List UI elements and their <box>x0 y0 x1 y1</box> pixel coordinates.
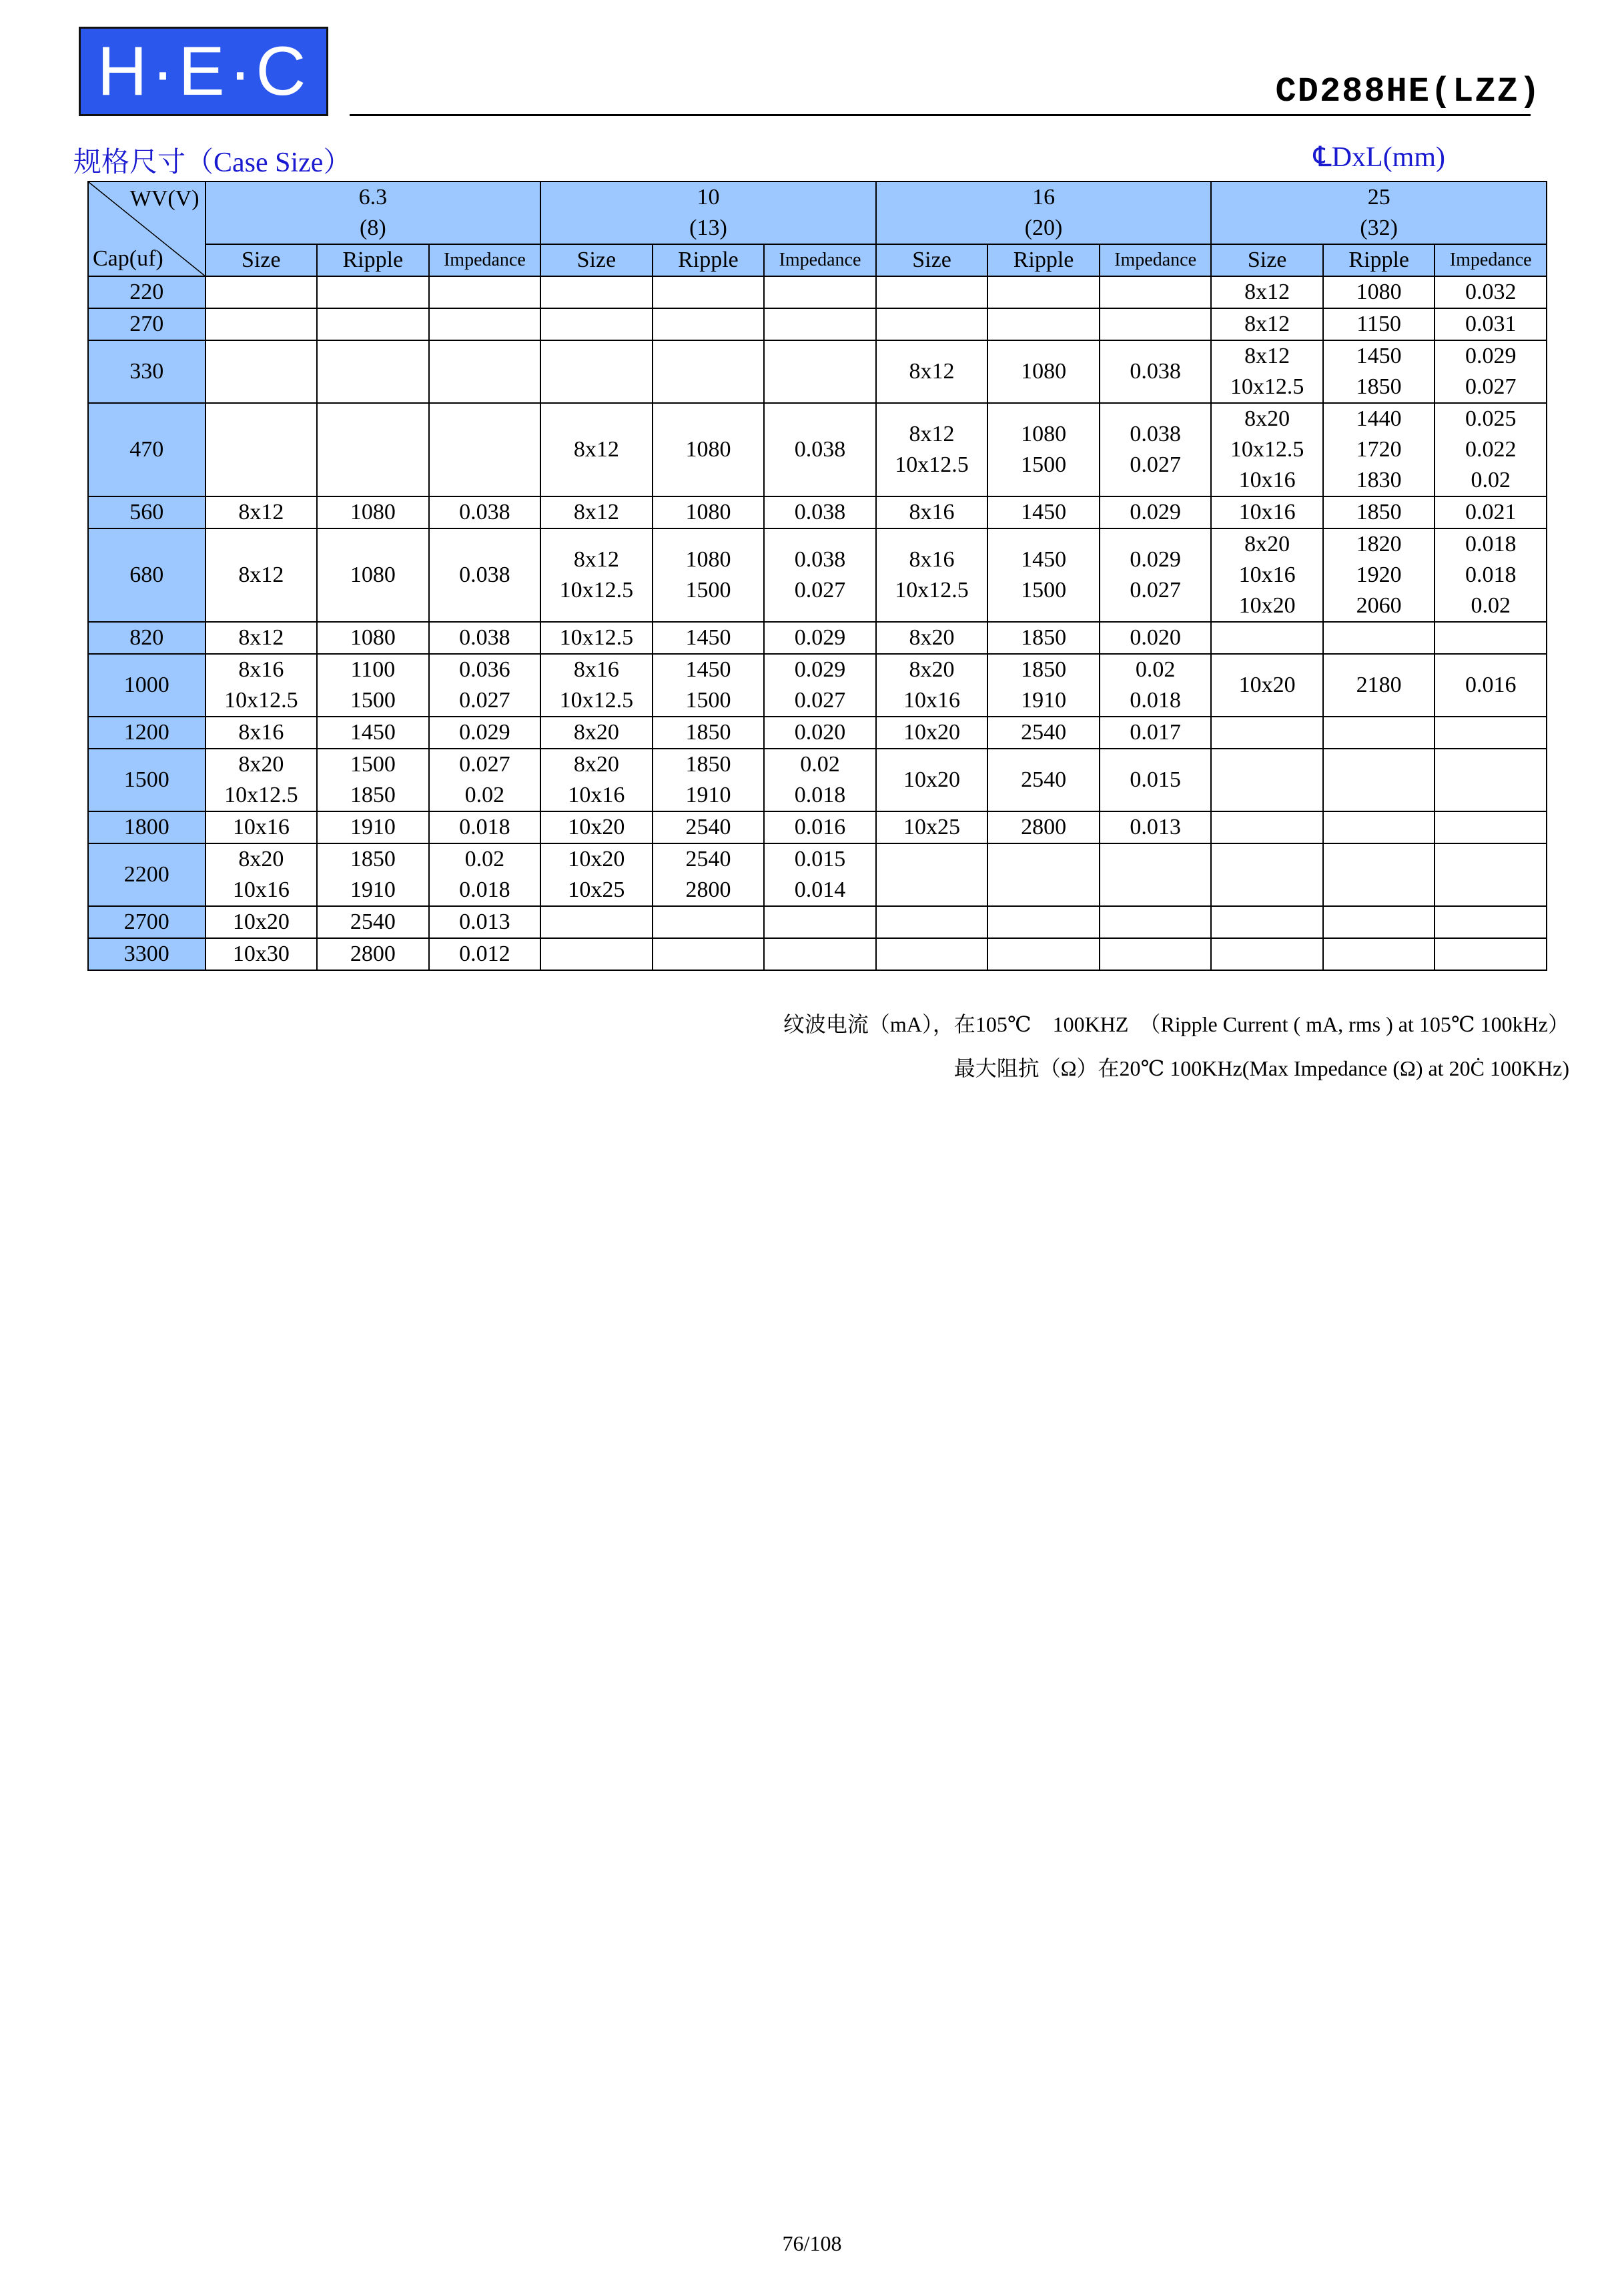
impedance-cell <box>1100 906 1212 938</box>
ripple-cell: 1450 <box>317 717 429 749</box>
impedance-cell: 0.038 0.027 <box>1100 403 1212 496</box>
impedance-cell <box>764 906 876 938</box>
size-column-header: Size <box>206 244 318 276</box>
ripple-cell: 1080 <box>987 340 1100 403</box>
impedance-cell: 0.017 <box>1100 717 1212 749</box>
voltage-header-25v: 25 (32) <box>1211 181 1547 244</box>
impedance-cell: 0.02 0.018 <box>764 749 876 811</box>
impedance-cell: 0.038 <box>764 403 876 496</box>
size-cell <box>206 308 318 340</box>
ripple-cell: 1850 1910 <box>987 654 1100 717</box>
impedance-cell <box>1100 276 1212 308</box>
header-rule <box>350 114 1531 116</box>
voltage-header-10v: 10 (13) <box>540 181 876 244</box>
capacitance-cell: 1000 <box>88 654 206 717</box>
capacitance-cell: 270 <box>88 308 206 340</box>
impedance-cell: 0.029 0.027 <box>1100 528 1212 622</box>
impedance-cell <box>764 340 876 403</box>
ripple-cell: 2540 <box>987 749 1100 811</box>
size-cell: 10x20 <box>876 749 988 811</box>
impedance-cell: 0.025 0.022 0.02 <box>1435 403 1547 496</box>
impedance-cell: 0.013 <box>1100 811 1212 843</box>
ripple-cell <box>1323 906 1435 938</box>
size-cell: 10x12.5 <box>540 622 653 654</box>
size-column-header: Size <box>540 244 653 276</box>
ripple-column-header: Ripple <box>987 244 1100 276</box>
impedance-cell: 0.018 0.018 0.02 <box>1435 528 1547 622</box>
size-cell: 10x25 <box>876 811 988 843</box>
capacitance-cell: 1200 <box>88 717 206 749</box>
size-cell: 8x12 10x12.5 <box>876 403 988 496</box>
size-cell <box>1211 843 1323 906</box>
impedance-cell: 0.016 <box>764 811 876 843</box>
ripple-cell: 1080 1500 <box>653 528 765 622</box>
impedance-cell: 0.020 <box>764 717 876 749</box>
impedance-cell: 0.027 0.02 <box>429 749 541 811</box>
ripple-cell: 1450 <box>653 622 765 654</box>
table-row <box>88 906 1547 938</box>
table-row <box>88 528 1547 622</box>
impedance-cell <box>1435 622 1547 654</box>
size-cell: 8x16 <box>206 717 318 749</box>
document-title: CD288HE(LZZ) <box>1275 72 1541 111</box>
size-cell <box>1211 906 1323 938</box>
ripple-cell: 2800 <box>987 811 1100 843</box>
impedance-cell: 0.038 0.027 <box>764 528 876 622</box>
impedance-cell <box>1100 938 1212 970</box>
size-cell: 8x20 10x16 10x20 <box>1211 528 1323 622</box>
size-cell <box>540 906 653 938</box>
ripple-cell: 2540 2800 <box>653 843 765 906</box>
table-row <box>88 276 1547 308</box>
ripple-cell <box>987 938 1100 970</box>
table-row <box>88 496 1547 528</box>
impedance-cell: 0.012 <box>429 938 541 970</box>
voltage-axis-label: WV(V) <box>129 186 199 211</box>
impedance-cell <box>764 308 876 340</box>
ripple-cell <box>653 938 765 970</box>
capacitance-cell: 1800 <box>88 811 206 843</box>
capacitance-cell: 2200 <box>88 843 206 906</box>
ripple-column-header: Ripple <box>653 244 765 276</box>
impedance-cell: 0.013 <box>429 906 541 938</box>
ripple-cell: 2180 <box>1323 654 1435 717</box>
capacitance-axis-label: Cap(uf) <box>93 246 163 271</box>
capacitance-cell: 1500 <box>88 749 206 811</box>
impedance-cell: 0.038 <box>429 496 541 528</box>
table-row <box>88 749 1547 811</box>
size-cell: 8x16 <box>876 496 988 528</box>
impedance-cell <box>1435 811 1547 843</box>
size-cell <box>876 938 988 970</box>
size-cell <box>876 843 988 906</box>
size-cell: 10x20 10x25 <box>540 843 653 906</box>
ripple-cell: 2540 <box>653 811 765 843</box>
impedance-cell <box>1435 749 1547 811</box>
ripple-cell: 1450 1850 <box>1323 340 1435 403</box>
section-title: 规格尺寸（Case Size） <box>73 147 352 178</box>
size-cell: 10x30 <box>206 938 318 970</box>
size-cell <box>1211 717 1323 749</box>
size-cell <box>206 340 318 403</box>
ripple-cell: 2540 <box>987 717 1100 749</box>
impedance-cell <box>429 340 541 403</box>
size-cell <box>1211 622 1323 654</box>
ripple-cell: 1450 <box>987 496 1100 528</box>
impedance-cell: 0.038 <box>429 622 541 654</box>
impedance-cell: 0.029 <box>764 622 876 654</box>
impedance-cell <box>429 276 541 308</box>
impedance-cell: 0.02 0.018 <box>1100 654 1212 717</box>
table-row <box>88 308 1547 340</box>
impedance-cell <box>1435 938 1547 970</box>
ripple-cell: 1080 <box>653 496 765 528</box>
ripple-cell: 1850 1910 <box>317 843 429 906</box>
voltage-header-6v3: 6.3 (8) <box>206 181 541 244</box>
ripple-cell <box>317 308 429 340</box>
size-cell: 8x12 10x12.5 <box>1211 340 1323 403</box>
impedance-cell: 0.029 0.027 <box>764 654 876 717</box>
impedance-cell: 0.038 <box>764 496 876 528</box>
max-impedance-note: 最大阻抗（Ω）在20℃ 100KHz(Max Impedance (Ω) at 20Ċ 100KHz) <box>953 1056 1569 1080</box>
table-row <box>88 403 1547 496</box>
size-cell: 8x12 <box>540 496 653 528</box>
capacitance-cell: 680 <box>88 528 206 622</box>
ripple-cell: 1080 <box>653 403 765 496</box>
size-cell: 8x12 <box>1211 276 1323 308</box>
size-cell: 10x16 <box>206 811 318 843</box>
size-cell <box>1211 811 1323 843</box>
impedance-column-header: Impedance <box>1435 244 1547 276</box>
impedance-cell: 0.036 0.027 <box>429 654 541 717</box>
table-row <box>88 340 1547 403</box>
size-cell: 10x20 <box>876 717 988 749</box>
table-row <box>88 717 1547 749</box>
table-row <box>88 938 1547 970</box>
capacitance-cell: 560 <box>88 496 206 528</box>
impedance-cell <box>1435 843 1547 906</box>
size-cell: 10x20 <box>206 906 318 938</box>
ripple-cell: 1850 1910 <box>653 749 765 811</box>
impedance-cell: 0.021 <box>1435 496 1547 528</box>
size-cell: 8x20 10x16 <box>206 843 318 906</box>
size-cell: 8x12 <box>206 622 318 654</box>
size-cell: 10x20 <box>540 811 653 843</box>
impedance-column-header: Impedance <box>764 244 876 276</box>
size-cell: 8x12 <box>540 403 653 496</box>
hec-logo: H·E·C <box>79 27 328 116</box>
size-cell: 8x20 <box>876 622 988 654</box>
size-cell <box>540 276 653 308</box>
size-cell: 8x16 10x12.5 <box>206 654 318 717</box>
page-number: 76/108 <box>782 2231 842 2255</box>
size-cell: 8x12 <box>206 496 318 528</box>
capacitance-cell: 470 <box>88 403 206 496</box>
ripple-cell: 1850 <box>1323 496 1435 528</box>
ripple-cell <box>1323 622 1435 654</box>
ripple-cell <box>653 308 765 340</box>
ripple-cell: 2800 <box>317 938 429 970</box>
size-cell <box>876 308 988 340</box>
ripple-cell: 1080 <box>317 528 429 622</box>
impedance-cell: 0.015 <box>1100 749 1212 811</box>
impedance-cell: 0.020 <box>1100 622 1212 654</box>
size-cell <box>876 276 988 308</box>
ripple-cell: 1850 <box>987 622 1100 654</box>
impedance-cell: 0.016 <box>1435 654 1547 717</box>
size-column-header: Size <box>1211 244 1323 276</box>
ripple-cell: 1820 1920 2060 <box>1323 528 1435 622</box>
ripple-cell: 1080 <box>1323 276 1435 308</box>
size-cell: 8x20 10x16 <box>540 749 653 811</box>
impedance-cell <box>1100 308 1212 340</box>
ripple-cell <box>317 403 429 496</box>
impedance-cell: 0.038 <box>1100 340 1212 403</box>
impedance-cell <box>1435 717 1547 749</box>
ripple-cell <box>317 276 429 308</box>
impedance-cell <box>429 308 541 340</box>
size-cell <box>1211 938 1323 970</box>
impedance-cell: 0.029 <box>1100 496 1212 528</box>
ripple-column-header: Ripple <box>317 244 429 276</box>
size-cell <box>540 340 653 403</box>
impedance-cell: 0.018 <box>429 811 541 843</box>
ripple-cell: 1150 <box>1323 308 1435 340</box>
ripple-cell: 1080 <box>317 496 429 528</box>
table-row <box>88 811 1547 843</box>
size-cell: 8x12 <box>206 528 318 622</box>
ripple-cell <box>653 906 765 938</box>
size-cell <box>1211 749 1323 811</box>
size-cell: 8x12 <box>1211 308 1323 340</box>
ripple-cell: 1910 <box>317 811 429 843</box>
impedance-cell: 0.029 <box>429 717 541 749</box>
impedance-cell <box>764 276 876 308</box>
size-cell <box>540 308 653 340</box>
ripple-cell <box>987 906 1100 938</box>
size-cell: 8x16 10x12.5 <box>540 654 653 717</box>
table-row <box>88 654 1547 717</box>
size-cell <box>206 276 318 308</box>
size-cell: 8x12 <box>876 340 988 403</box>
ripple-column-header: Ripple <box>1323 244 1435 276</box>
impedance-cell: 0.015 0.014 <box>764 843 876 906</box>
ripple-cell: 2540 <box>317 906 429 938</box>
dimension-units: ℄DxL(mm) <box>1313 142 1445 173</box>
ripple-cell: 1500 1850 <box>317 749 429 811</box>
size-cell: 8x20 10x12.5 10x16 <box>1211 403 1323 496</box>
ripple-cell <box>1323 811 1435 843</box>
ripple-cell: 1080 1500 <box>987 403 1100 496</box>
size-cell: 8x12 10x12.5 <box>540 528 653 622</box>
size-cell: 10x16 <box>1211 496 1323 528</box>
ripple-current-note: 纹波电流（mA），在105℃ 100KHZ （Ripple Current ( mA, rms ) at 105℃ 100kHz） <box>783 1012 1569 1036</box>
impedance-cell <box>429 403 541 496</box>
capacitance-cell: 330 <box>88 340 206 403</box>
size-column-header: Size <box>876 244 988 276</box>
ripple-cell <box>653 276 765 308</box>
ripple-cell <box>1323 717 1435 749</box>
impedance-cell: 0.02 0.018 <box>429 843 541 906</box>
corner-header-cell <box>88 181 206 276</box>
case-size-table <box>87 181 1547 971</box>
impedance-cell: 0.031 <box>1435 308 1547 340</box>
capacitance-cell: 820 <box>88 622 206 654</box>
impedance-cell <box>764 938 876 970</box>
impedance-column-header: Impedance <box>1100 244 1212 276</box>
ripple-cell: 1080 <box>317 622 429 654</box>
ripple-cell: 1450 1500 <box>653 654 765 717</box>
impedance-cell: 0.038 <box>429 528 541 622</box>
table-row <box>88 622 1547 654</box>
ripple-cell: 1440 1720 1830 <box>1323 403 1435 496</box>
size-cell: 8x20 10x16 <box>876 654 988 717</box>
impedance-column-header: Impedance <box>429 244 541 276</box>
table-body <box>88 276 1547 970</box>
ripple-cell <box>653 340 765 403</box>
capacitance-cell: 2700 <box>88 906 206 938</box>
ripple-cell <box>987 843 1100 906</box>
size-cell: 8x16 10x12.5 <box>876 528 988 622</box>
size-cell: 8x20 10x12.5 <box>206 749 318 811</box>
ripple-cell <box>1323 749 1435 811</box>
capacitance-cell: 3300 <box>88 938 206 970</box>
ripple-cell <box>1323 938 1435 970</box>
ripple-cell <box>317 340 429 403</box>
impedance-cell <box>1100 843 1212 906</box>
size-cell: 8x20 <box>540 717 653 749</box>
size-cell <box>540 938 653 970</box>
ripple-cell <box>987 276 1100 308</box>
capacitance-cell: 220 <box>88 276 206 308</box>
size-cell <box>876 906 988 938</box>
voltage-header-16v: 16 (20) <box>876 181 1212 244</box>
impedance-cell <box>1435 906 1547 938</box>
ripple-cell <box>987 308 1100 340</box>
ripple-cell: 1450 1500 <box>987 528 1100 622</box>
size-cell: 10x20 <box>1211 654 1323 717</box>
impedance-cell: 0.032 <box>1435 276 1547 308</box>
ripple-cell: 1100 1500 <box>317 654 429 717</box>
footnotes <box>783 1002 1569 1090</box>
table-row <box>88 843 1547 906</box>
ripple-cell: 1850 <box>653 717 765 749</box>
size-cell <box>206 403 318 496</box>
impedance-cell: 0.029 0.027 <box>1435 340 1547 403</box>
ripple-cell <box>1323 843 1435 906</box>
